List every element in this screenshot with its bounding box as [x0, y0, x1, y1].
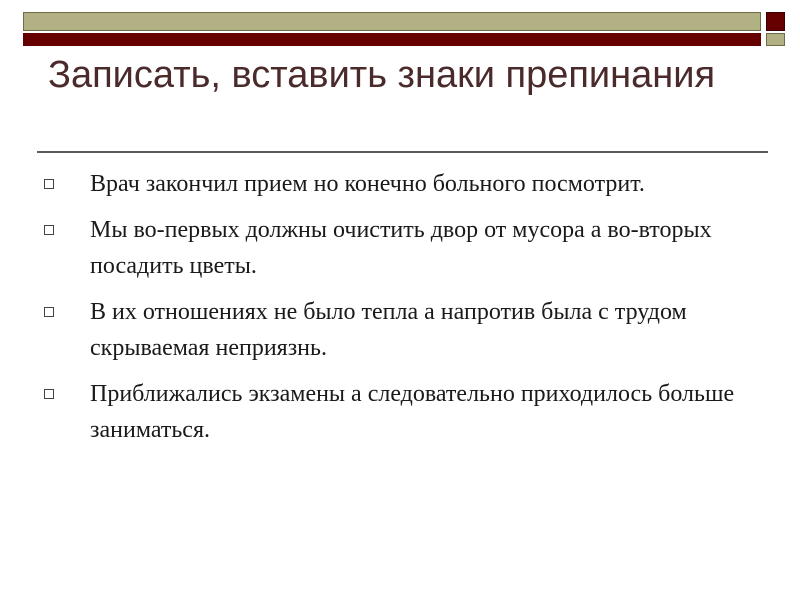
bullet-text: Приближались экзамены а следовательно приходилось больше заниматься. — [90, 381, 735, 443]
hollow-square-icon — [44, 389, 54, 399]
corner-square-olive — [766, 33, 785, 46]
bullet-item — [40, 212, 765, 284]
bullet-text: Мы во-первых должны очистить двор от мусора а во-вторых посадить цветы. — [90, 217, 712, 279]
slide-title: Записать, вставить знаки препинания — [48, 54, 716, 96]
bullet-item — [40, 166, 765, 202]
bullet-list — [40, 166, 765, 458]
hollow-square-icon — [44, 225, 54, 235]
header-band-maroon — [23, 33, 761, 46]
hollow-square-icon — [44, 307, 54, 317]
bullet-text: В их отношениях не было тепла а напротив была с трудом скрываемая неприязнь. — [90, 299, 687, 361]
bullet-item — [40, 376, 765, 448]
corner-square-maroon — [766, 12, 785, 31]
bullet-item — [40, 294, 765, 366]
bullet-text: Врач закончил прием но конечно больного посмотрит. — [90, 171, 645, 197]
title-divider — [37, 151, 768, 153]
header-band-olive — [23, 12, 761, 31]
hollow-square-icon — [44, 179, 54, 189]
